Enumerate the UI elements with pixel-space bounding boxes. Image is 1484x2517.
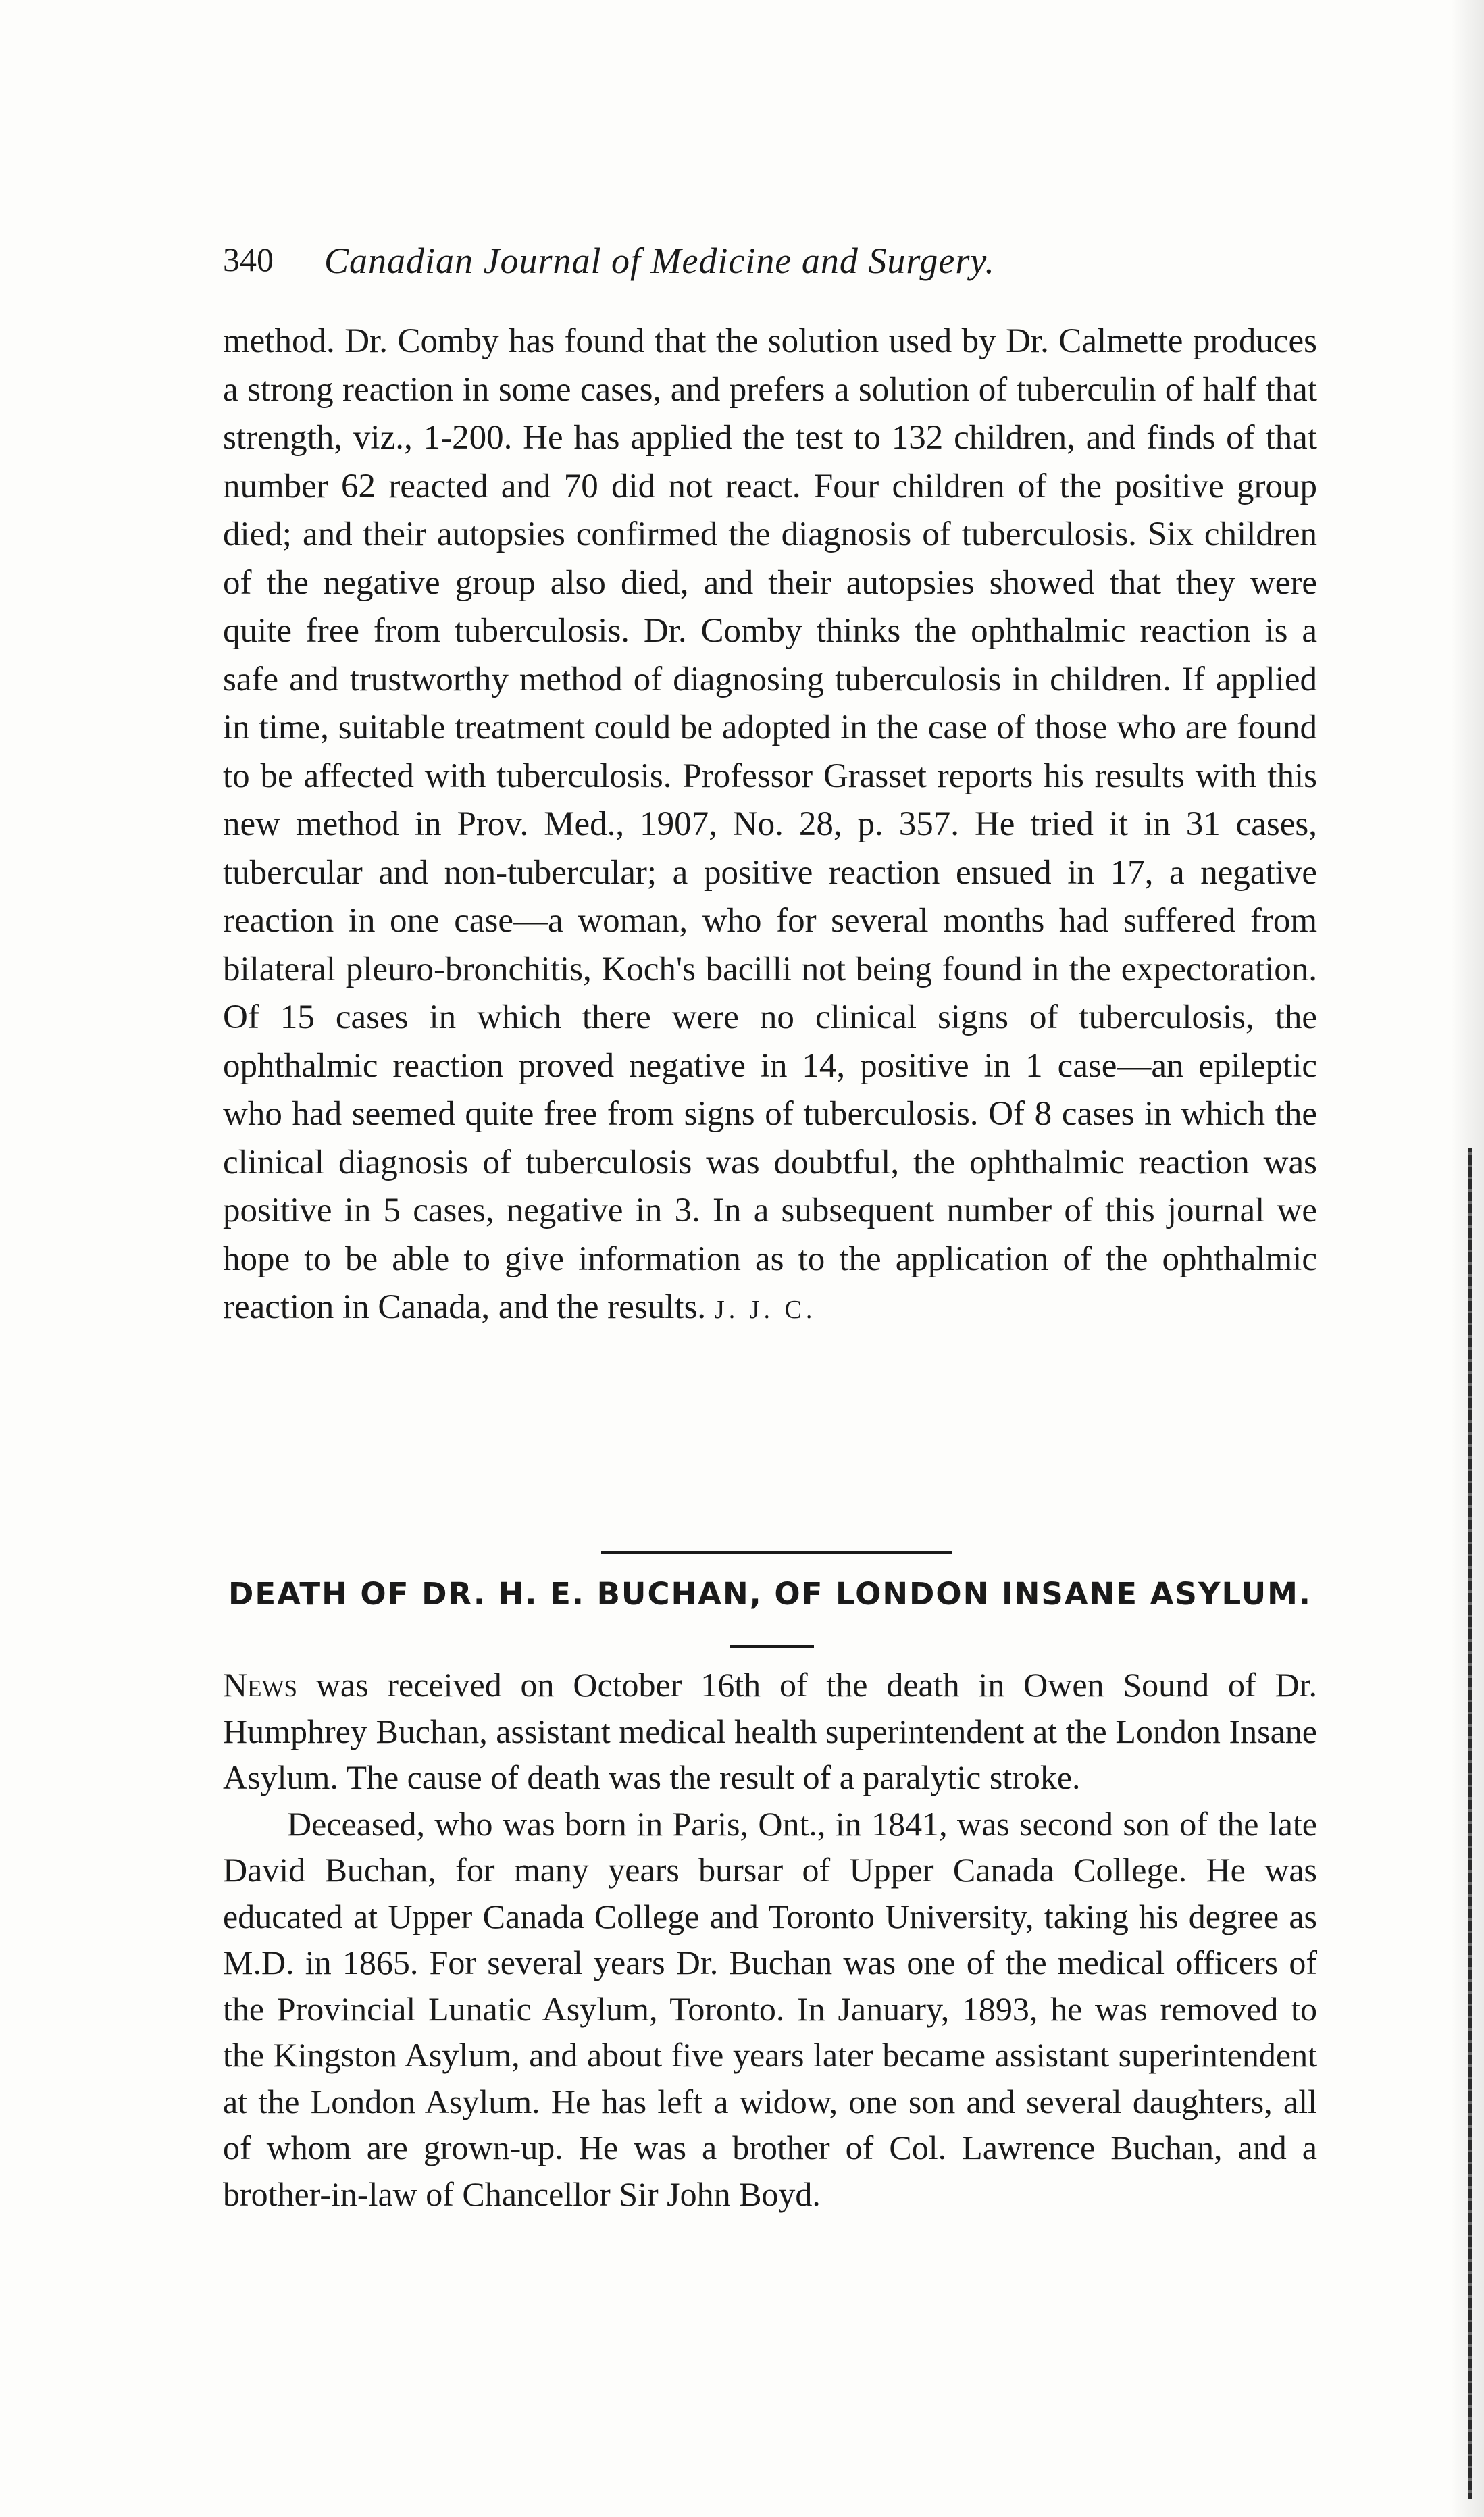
page-number: 340 [223, 240, 274, 278]
paragraph-text: was received on October 16th of the death in Owen Sound of Dr. Humphrey Buchan, assistant medical health superintendent at the London Insane Asylum. The cause of death was the result of a paralytic stroke. [223, 1666, 1317, 1796]
article-obituary [223, 1662, 1317, 2217]
scan-edge-shadow [1450, 0, 1484, 2517]
author-initials: J. J. C. [714, 1296, 817, 1324]
section-divider [601, 1551, 952, 1554]
obituary-paragraph-2: Deceased, who was born in Paris, Ont., in 1841, was second son of the late David Buchan, for many years bursar of Upper Canada College. He was educated at Upper Canada College and Toronto University, taking his degree as M.D. in 1865. For several years Dr. Buchan was one of the medical officers of the Provincial Lunatic Asylum, Toronto. In January, 1893, he was removed to the Kingston Asylum, and about five years later became assistant superintendent at the London Asylum. He has left a widow, one son and several daughters, all of whom are grown-up. He was a brother of Col. Lawrence Buchan, and a brother-in-law of Chancellor Sir John Boyd. [223, 1804, 1317, 2213]
heading-underline [730, 1645, 814, 1648]
lead-word: News [223, 1666, 297, 1704]
obituary-paragraph-1 [223, 1662, 1317, 1801]
journal-title: Canadian Journal of Medicine and Surgery. [324, 240, 995, 281]
obituary-heading: DEATH OF DR. H. E. BUCHAN, OF LONDON INSANE ASYLUM. [228, 1576, 1312, 1612]
running-header [223, 233, 1317, 294]
article-ophthalmic-reaction [223, 317, 1317, 1335]
scan-edge-line [1468, 1148, 1472, 2499]
article-paragraph [223, 317, 1317, 1335]
article-text: method. Dr. Comby has found that the solution used by Dr. Calmette produces a strong reaction in some cases, and prefers a solution of tuberculin of half that strength, viz., 1-200. He has applied the test to 132 children, and finds of that number 62 reacted and 70 did not react. Four children of the positive group died; and their autopsies confirmed the diagnosis of tuberculosis. Six children of the negative group also died, and their autopsies showed that they were quite free from tuberculosis. Dr. Comby thinks the ophthalmic reaction is a safe and trustworthy method of diagnosing tuberculosis in children. If applied in time, suitable treatment could be adopted in the case of those who are found to be affected with tuberculosis. Professor Grasset reports his results with this new method in Prov. Med., 1907, No. 28, p. 357. He tried it in 31 cases, tubercular and non-tubercular; a positive reaction ensued in 17, a negative reaction in one case—a woman, who for several months had suffered from bilateral pleuro-bronchitis, Koch's bacilli not being found in the expectoration. Of 15 cases in which there were no clinical signs of tuberculosis, the ophthalmic reaction proved negative in 14, positive in 1 case—an epileptic who had seemed quite free from signs of tuberculosis. Of 8 cases in which the clinical diagnosis of tuberculosis was doubtful, the ophthalmic reaction was positive in 5 cases, negative in 3. In a subsequent number of this journal we hope to be able to give information as to the application of the ophthalmic reaction in Canada, and the results. [223, 322, 1317, 1326]
